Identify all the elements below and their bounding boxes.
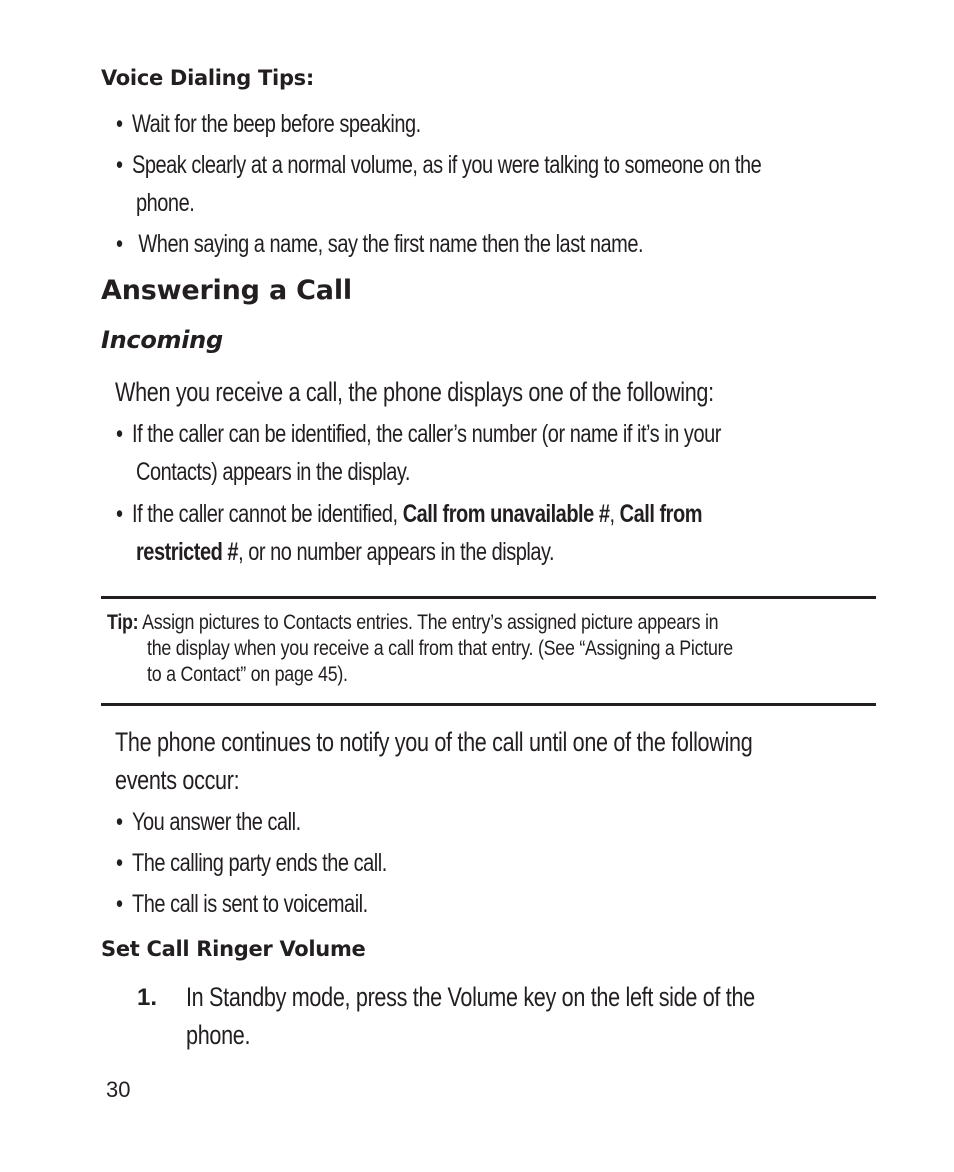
bold-term: Call from unavailable # [402,500,610,528]
tip-line [107,611,718,635]
list-item-text: , or no number appears in the display. [238,538,555,566]
page-number: 30 [106,1077,131,1102]
bullet-icon: • [116,110,123,138]
list-item-continuation: Contacts) appears in the display. [136,458,410,486]
subsection-heading: Set Call Ringer Volume [101,937,366,961]
bullet-icon: • [116,500,123,528]
bullet-icon: • [116,808,123,836]
list-item [116,500,702,529]
tip-text: to a Contact” on page 45). [147,663,348,686]
step-text: In Standby mode, press the Volume key on the left side of the [186,982,755,1012]
bullet-icon: • [116,849,123,877]
tip-bottom-rule [101,703,876,706]
section-heading: Answering a Call [101,275,352,306]
tip-top-rule [101,596,876,599]
bullet-icon: • [116,151,123,179]
voice-dialing-tips-heading: Voice Dialing Tips: [101,66,314,90]
list-item-text: The calling party ends the call. [132,849,387,877]
tip-text: Assign pictures to Contacts entries. The entry’s assigned picture appears in [138,611,719,634]
list-item [116,420,721,449]
bullet-icon: • [116,420,123,448]
subsection-heading: Incoming [101,326,223,354]
list-item [116,890,368,919]
notify-paragraph: The phone continues to notify you of the call until one of the following [115,727,753,757]
tip-label: Tip: [107,611,139,634]
tip-text: the display when you receive a call from that entry. (See “Assigning a Picture [147,637,733,660]
list-item-text: If the caller cannot be identified, [132,500,403,528]
step-number: 1. [137,984,158,1011]
list-item-text: Wait for the beep before speaking. [132,110,421,138]
bullet-icon: • [116,890,123,918]
bold-term: restricted # [136,538,239,566]
bold-term: Call from [619,500,703,528]
notify-paragraph-continuation: events occur: [115,765,240,795]
list-item-text: The call is sent to voicemail. [132,890,368,918]
list-item [116,230,643,259]
step-text-continuation: phone. [186,1020,251,1050]
list-item [116,808,301,837]
bullet-icon: • [116,230,123,258]
list-item-text: Speak clearly at a normal volume, as if you were talking to someone on the [132,151,762,179]
list-item-text: When saying a name, say the first name then the last name. [138,230,644,258]
list-item-continuation [136,538,554,567]
intro-paragraph: When you receive a call, the phone displays one of the following: [115,377,714,407]
list-item-continuation: phone. [136,189,195,217]
list-item [116,110,421,139]
separator-text: , [609,500,620,528]
list-item [116,151,761,180]
list-item-text: You answer the call. [132,808,301,836]
list-item [116,849,387,878]
list-item-text: If the caller can be identified, the caller’s number (or name if it’s in your [132,420,721,448]
